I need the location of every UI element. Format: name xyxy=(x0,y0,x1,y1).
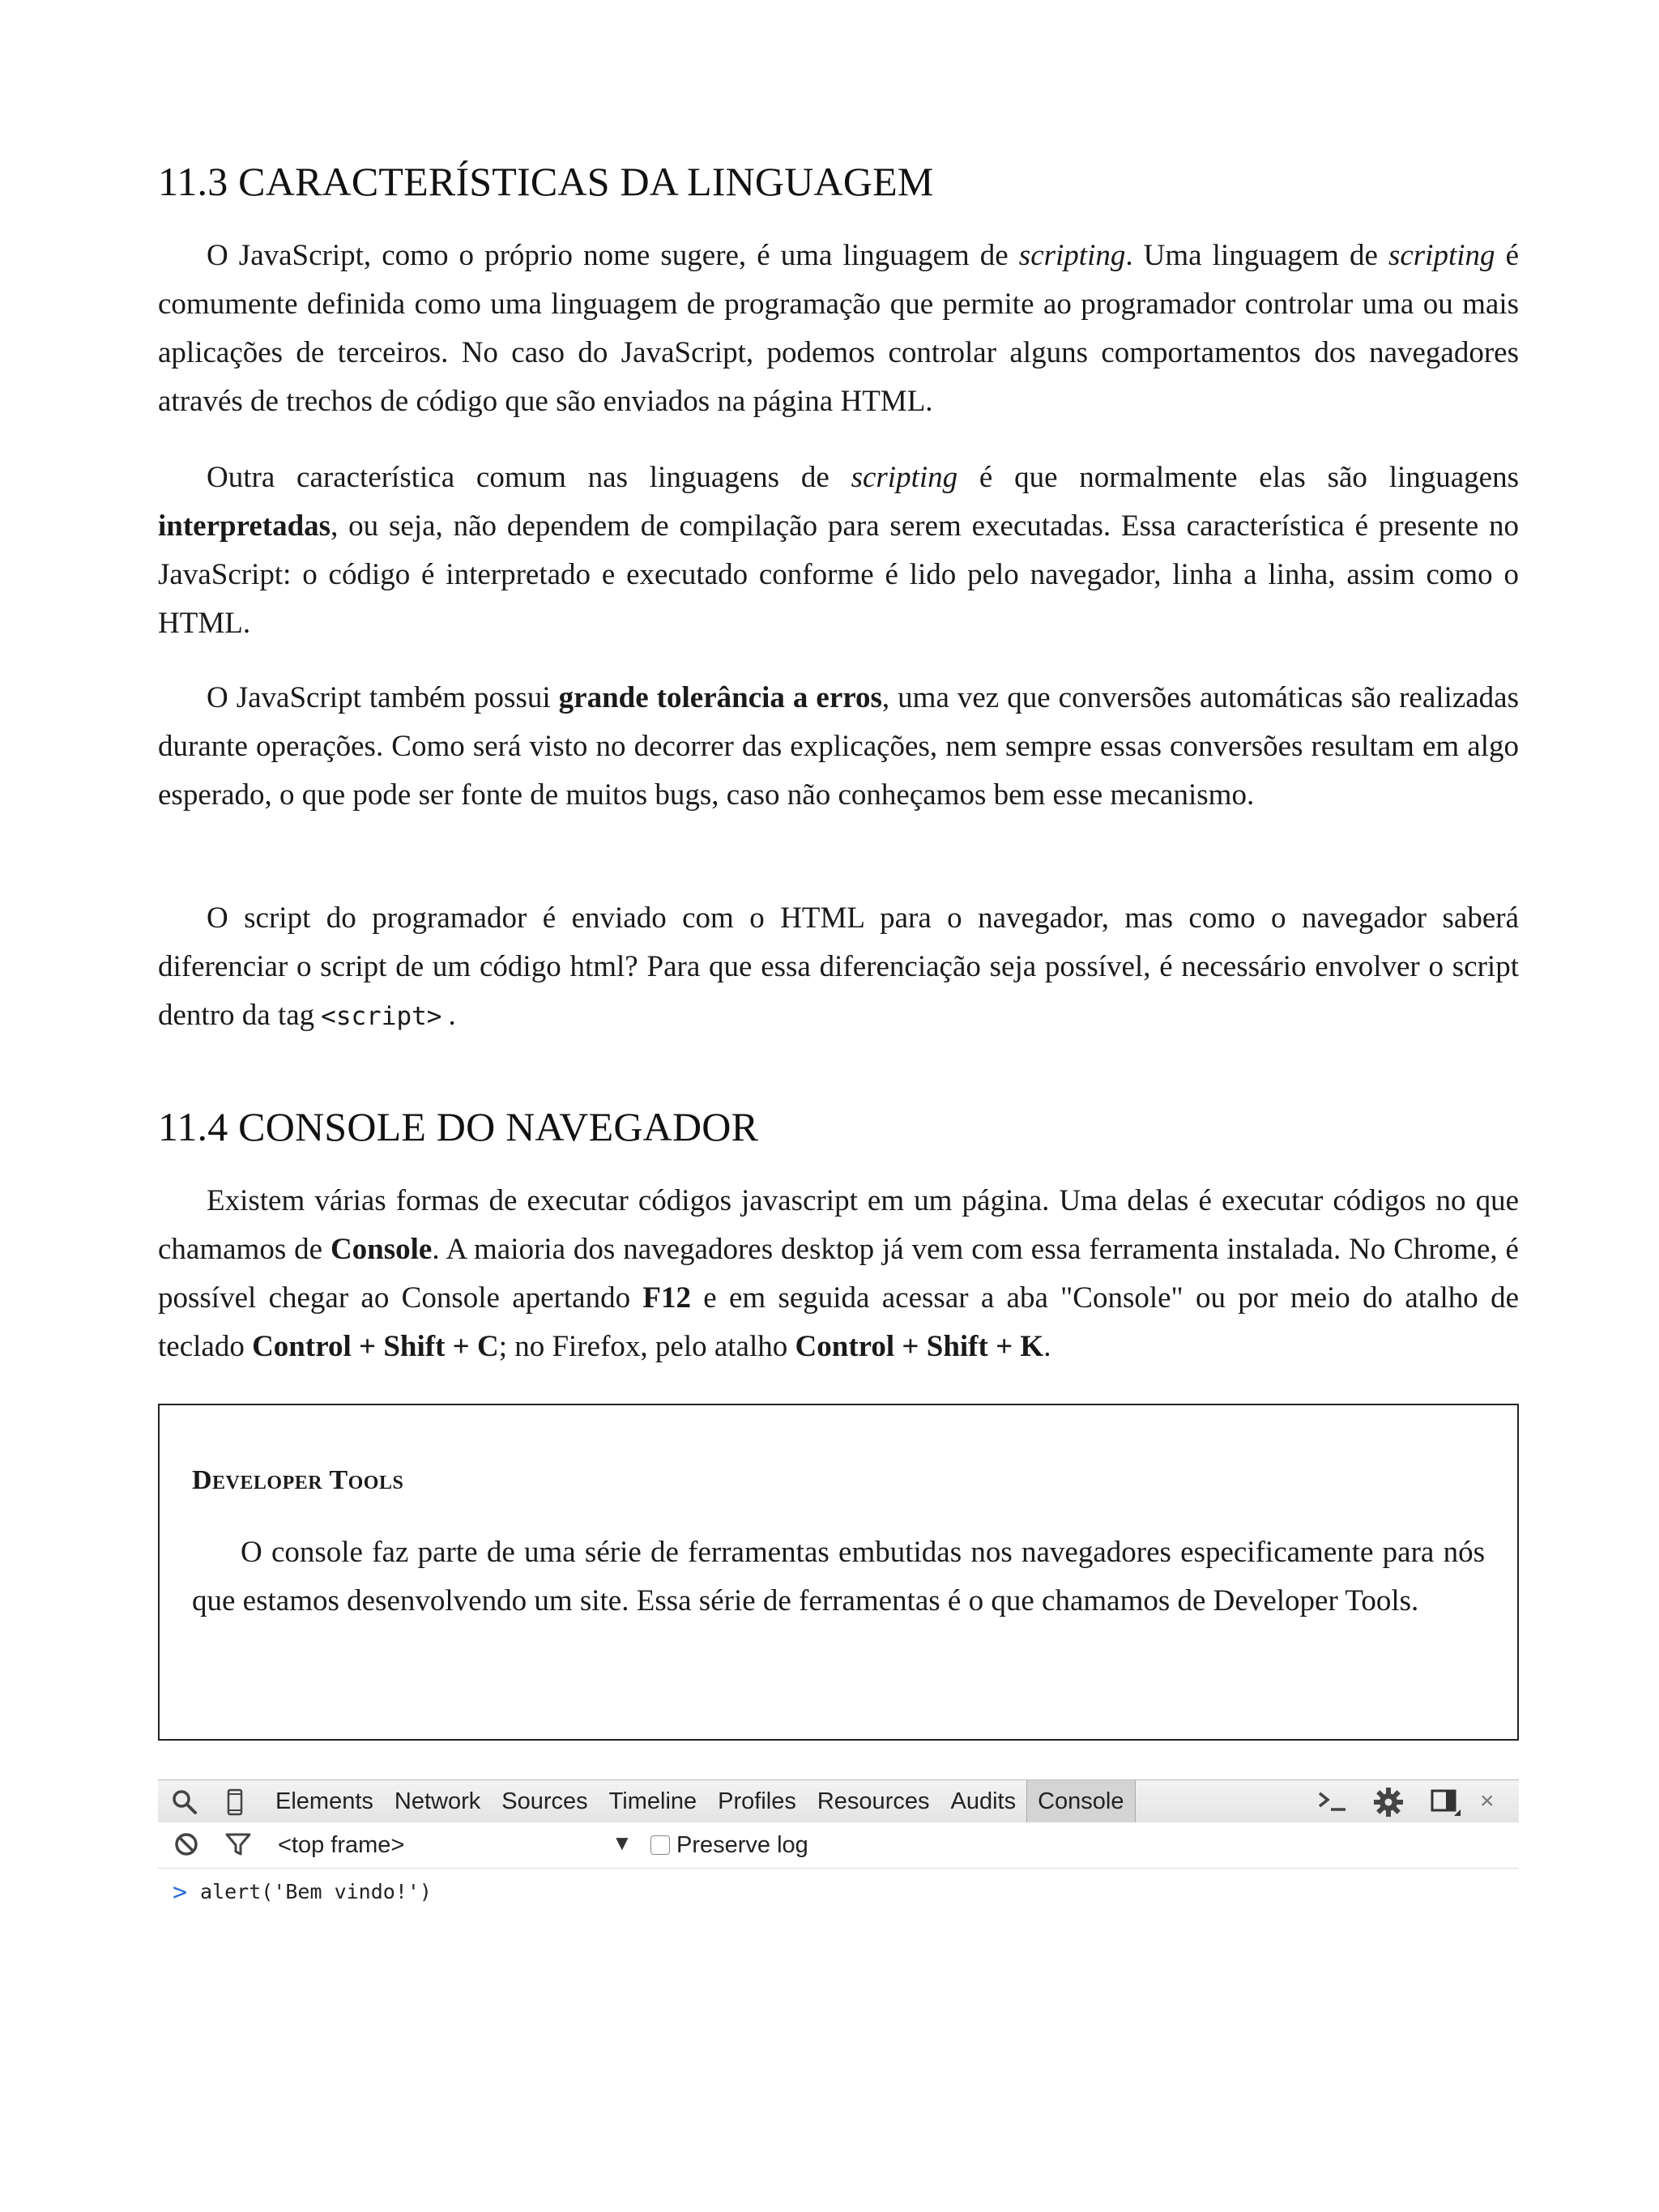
text: ; no Firefox, pelo atalho xyxy=(498,1330,795,1363)
callout-title: Developer Tools xyxy=(192,1465,404,1495)
devtools-screenshot xyxy=(158,1779,1519,1917)
tab-audits[interactable]: Audits xyxy=(950,1788,1017,1814)
tab-sources[interactable]: Sources xyxy=(501,1788,588,1814)
execute-prompt-icon[interactable] xyxy=(1316,1787,1349,1820)
strong: F12 xyxy=(642,1281,691,1315)
tab-console[interactable]: Console xyxy=(1026,1780,1135,1822)
section-heading-11-3: 11.3 CARACTERÍSTICAS DA LINGUAGEM xyxy=(158,159,934,204)
strong: interpretadas xyxy=(158,509,331,543)
section-heading-11-4: 11.4 CONSOLE DO NAVEGADOR xyxy=(158,1104,759,1149)
preserve-log-checkbox[interactable] xyxy=(650,1835,670,1855)
preserve-log-label[interactable]: Preserve log xyxy=(676,1832,808,1858)
tab-timeline[interactable]: Timeline xyxy=(608,1788,697,1814)
paragraph-console xyxy=(158,1177,1519,1371)
emphasis: scripting xyxy=(1018,239,1126,272)
text: . Uma linguagem de xyxy=(1125,239,1388,272)
filter-icon[interactable] xyxy=(224,1831,252,1858)
text: , uma vez que conversões automáticas são realizadas durante operações. Como será visto no decorrer das explicações, nem sempre essas conversões resultam em algo esperado, o que pode ser fonte de muitos bugs, caso não conheçamos bem esse mecanismo. xyxy=(158,681,1519,812)
emphasis: scripting xyxy=(1388,239,1495,272)
callout-text: O console faz parte de uma série de ferramentas embutidas nos navegadores especificamente para nós que estamos desenvolvendo um site. Essa série de ferramentas é o que chamamos de Developer Tools. xyxy=(192,1536,1485,1617)
prompt-chevron-icon: > xyxy=(173,1878,188,1907)
strong: Control + Shift + C xyxy=(252,1330,499,1363)
text: O script do programador é enviado com o HTML para o navegador, mas como o navegador saberá diferenciar o script de um código html? Para que essa diferenciação seja possível, é necessário envolver o script dentro da tag xyxy=(158,901,1519,1032)
strong: Console xyxy=(330,1233,433,1266)
tab-network[interactable]: Network xyxy=(394,1788,481,1814)
paragraph-scripting xyxy=(158,232,1519,426)
paragraph-script-tag xyxy=(158,894,1519,1041)
text: O JavaScript também possui xyxy=(207,681,559,714)
text: O JavaScript, como o próprio nome sugere, é uma linguagem de xyxy=(207,239,1019,272)
clear-console-icon[interactable] xyxy=(173,1831,200,1858)
device-mode-icon[interactable] xyxy=(221,1788,249,1816)
emphasis: scripting xyxy=(851,461,958,494)
text: . xyxy=(1043,1330,1051,1363)
text: Existem várias formas de executar códigos javascript em um página. Uma delas é executar códigos no que chamamos de xyxy=(158,1184,1519,1266)
paragraph-error-tolerance xyxy=(158,674,1519,820)
gear-icon[interactable] xyxy=(1373,1787,1404,1822)
search-icon[interactable] xyxy=(171,1788,198,1816)
text: é que normalmente elas são linguagens xyxy=(957,461,1519,494)
console-command: alert('Bem vindo!') xyxy=(200,1880,432,1903)
text: . xyxy=(448,999,456,1032)
close-icon[interactable]: × xyxy=(1480,1788,1495,1814)
devtools-tabs xyxy=(265,1780,1136,1822)
developer-tools-callout xyxy=(158,1404,1519,1741)
strong: Control + Shift + K xyxy=(795,1330,1044,1363)
dock-icon[interactable] xyxy=(1430,1787,1462,1822)
devtools-toolbar xyxy=(158,1779,1519,1823)
strong: grande tolerância a erros xyxy=(558,681,882,714)
inline-code: <script> xyxy=(321,1002,442,1031)
tab-elements[interactable]: Elements xyxy=(275,1788,373,1814)
tab-resources[interactable]: Resources xyxy=(817,1788,930,1814)
text: . A maioria dos navegadores desktop já vem com essa ferramenta instalada. No Chrome, é possível chegar ao Console apertando xyxy=(158,1233,1519,1315)
paragraph-interpreted xyxy=(158,454,1519,648)
text: é comumente definida como uma linguagem de programação que permite ao programador controlar uma ou mais aplicações de terceiros. No caso do JavaScript, podemos controlar alguns comportamentos dos navegadores através de trechos de código que são enviados na página HTML. xyxy=(158,239,1519,418)
devtools-filter-bar xyxy=(158,1822,1519,1869)
text: Outra característica comum nas linguagens de xyxy=(207,461,851,494)
frame-selector[interactable]: <top frame> xyxy=(278,1832,405,1858)
chevron-down-icon[interactable]: ▼ xyxy=(612,1831,633,1855)
text: , ou seja, não dependem de compilação para serem executadas. Essa característica é presente no JavaScript: o código é interpretado e executado conforme é lido pelo navegador, linha a linha, assim como o HTML. xyxy=(158,509,1519,640)
tab-profiles[interactable]: Profiles xyxy=(718,1788,796,1814)
text: e em seguida acessar a aba "Console" ou por meio do atalho de teclado xyxy=(158,1281,1519,1363)
